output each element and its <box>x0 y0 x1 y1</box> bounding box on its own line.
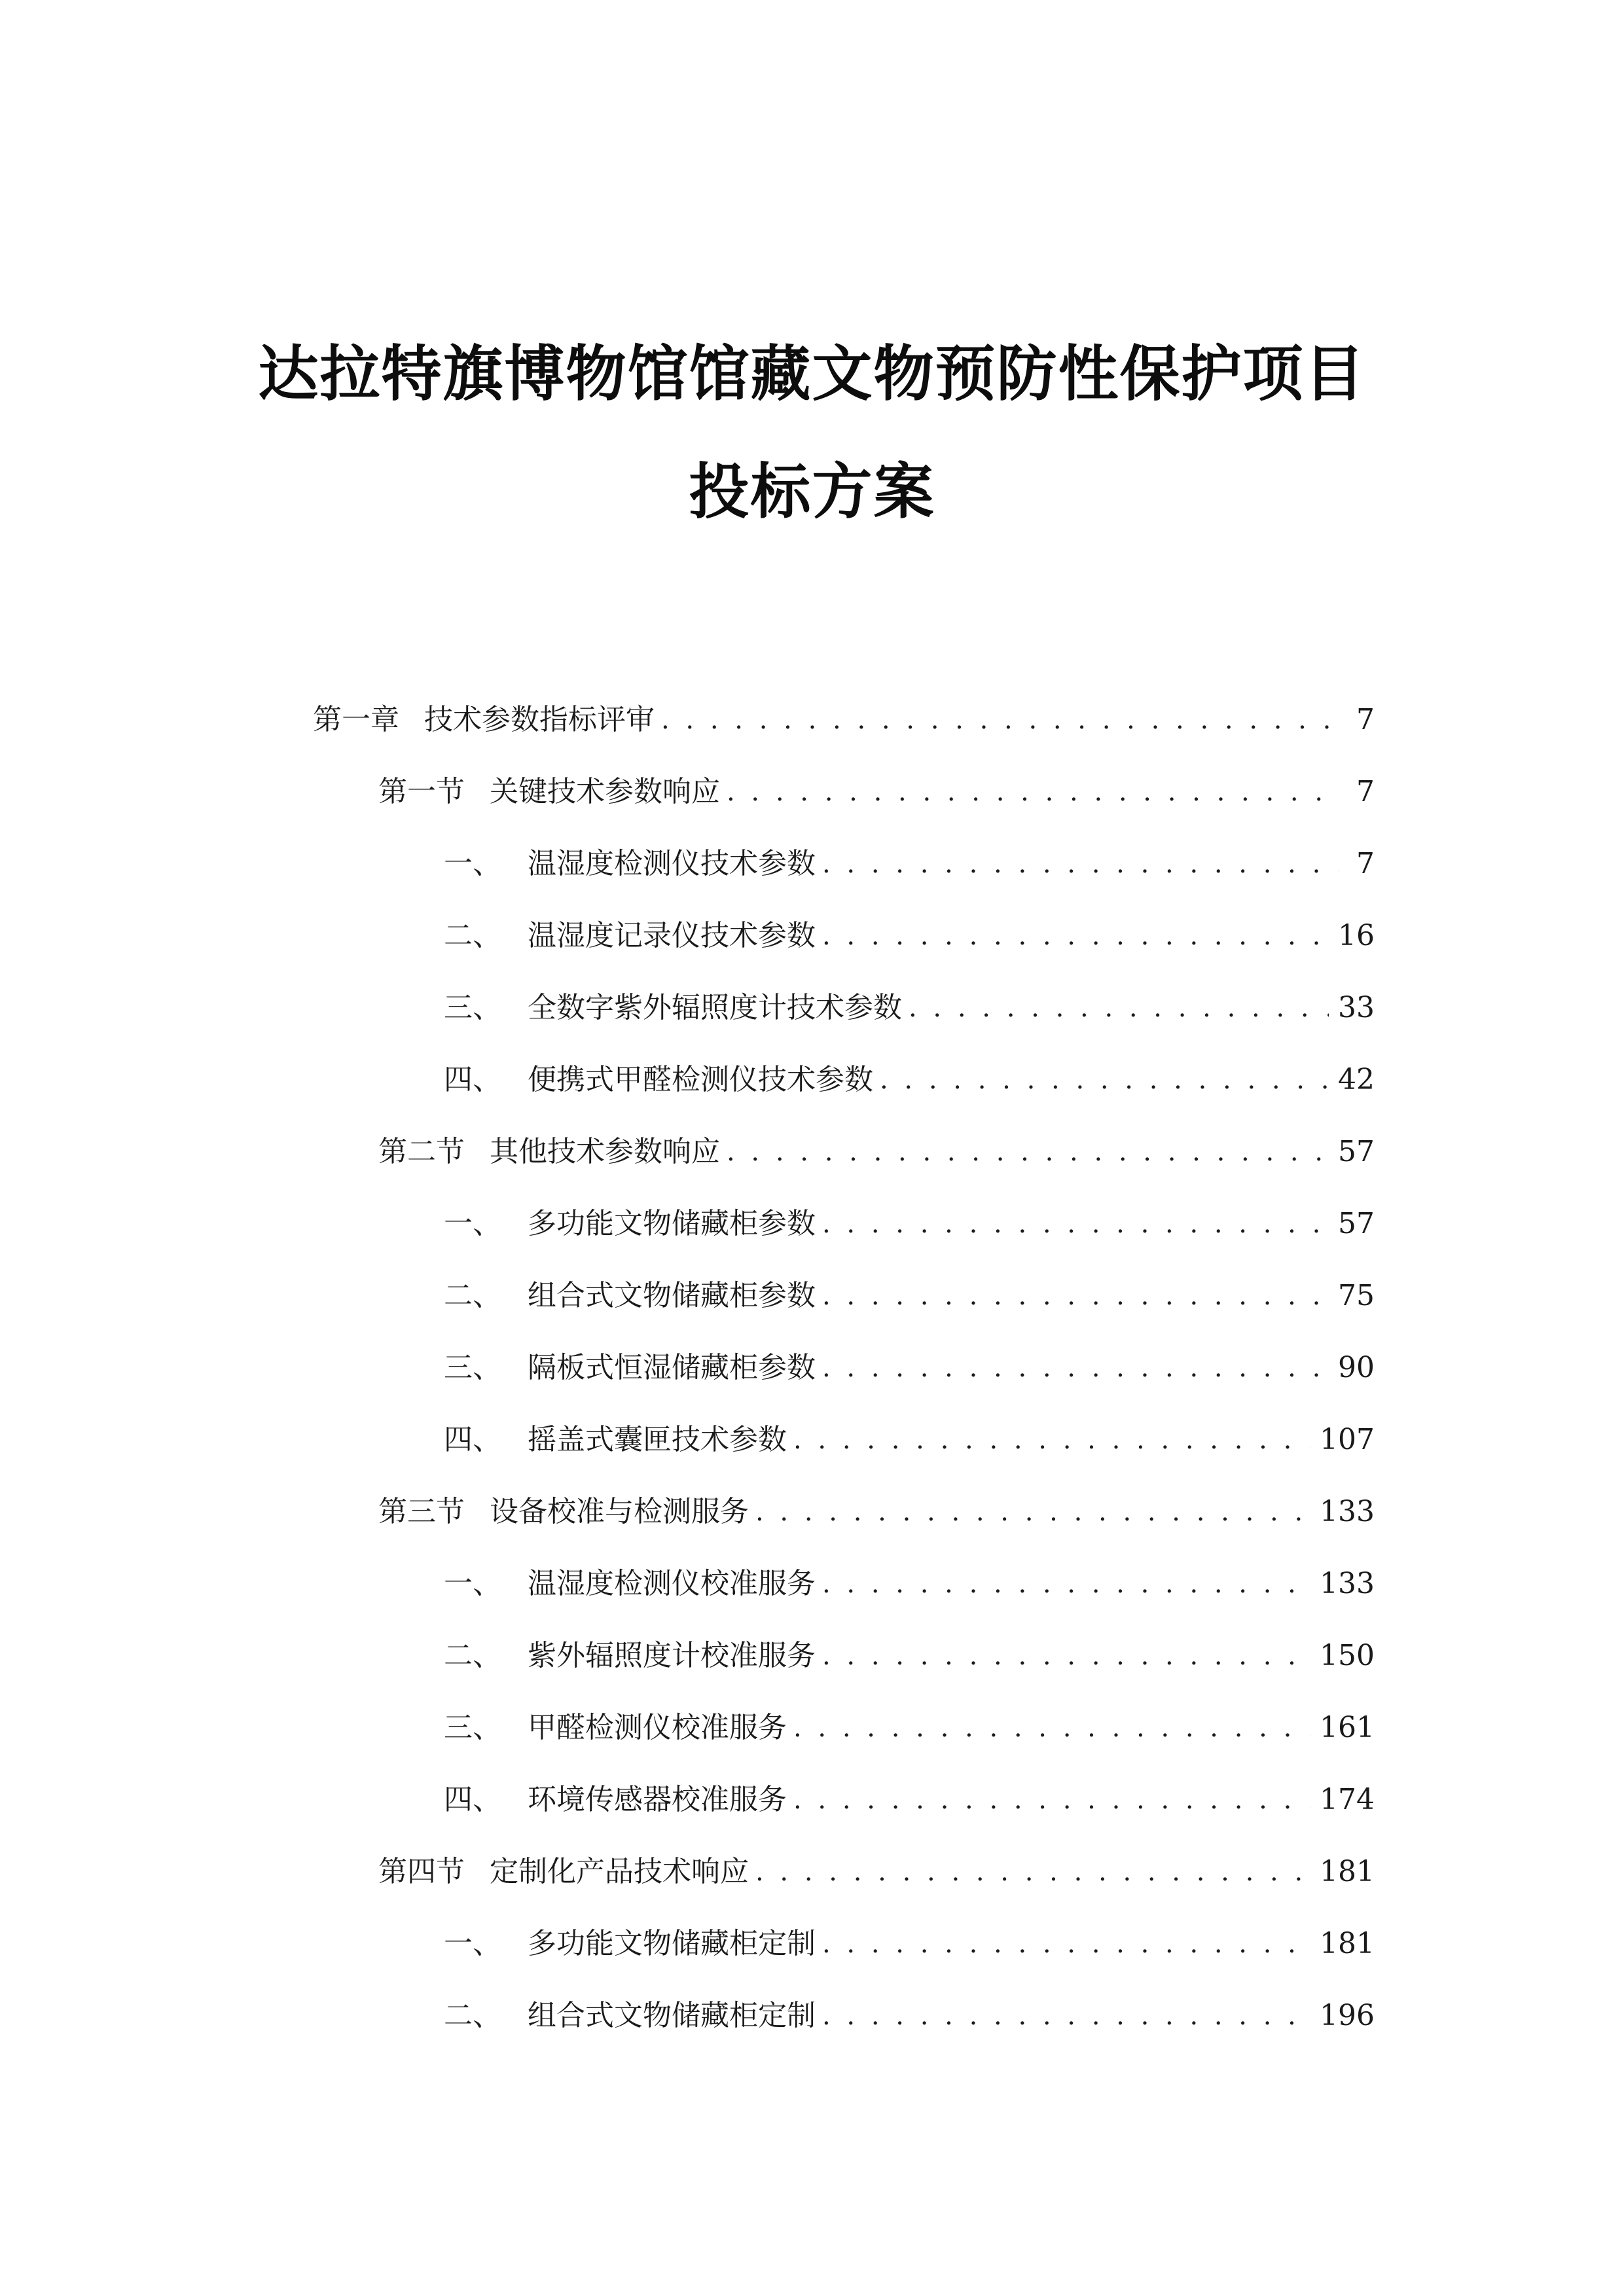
toc-dot-leader <box>661 700 1339 740</box>
toc-entry-page: 57 <box>1338 1135 1375 1168</box>
toc-dot-leader <box>755 1852 1310 1892</box>
toc-entry-section-1[interactable] <box>378 772 1375 812</box>
toc-entry-item[interactable] <box>444 1060 1375 1100</box>
toc-entry-number: 第四节 <box>378 1855 465 1888</box>
toc-dot-leader <box>909 988 1329 1028</box>
toc-entry-number: 二、 <box>444 1279 501 1312</box>
toc-dot-leader <box>822 1564 1310 1604</box>
toc-entry-title: 甲醛检测仪校准服务 <box>528 1711 787 1744</box>
toc-entry-number: 四、 <box>444 1423 501 1456</box>
toc-dot-leader <box>822 1924 1310 1964</box>
toc-entry-title: 设备校准与检测服务 <box>490 1495 749 1528</box>
toc-entry-title: 环境传感器校准服务 <box>528 1783 787 1816</box>
toc-entry-item[interactable] <box>444 1636 1375 1676</box>
toc-entry-item[interactable] <box>444 1348 1375 1388</box>
toc-entry-page: 42 <box>1338 1063 1375 1096</box>
toc-entry-item[interactable] <box>444 1564 1375 1604</box>
toc-entry-title: 组合式文物储藏柜参数 <box>528 1279 816 1312</box>
toc-dot-leader <box>822 1636 1310 1676</box>
toc-entry-page: 133 <box>1320 1567 1375 1600</box>
toc-entry-item[interactable] <box>444 1204 1375 1244</box>
toc-entry-section-4[interactable] <box>378 1852 1375 1892</box>
toc-entry-title: 组合式文物储藏柜定制 <box>528 1999 816 2032</box>
toc-entry-page: 75 <box>1338 1279 1375 1312</box>
toc-entry-number: 二、 <box>444 919 501 952</box>
toc-entry-title: 关键技术参数响应 <box>490 775 720 808</box>
toc-entry-page: 174 <box>1320 1783 1375 1816</box>
toc-dot-leader <box>793 1420 1310 1460</box>
toc-entry-item[interactable] <box>444 1996 1375 2036</box>
toc-entry-number: 一、 <box>444 1927 501 1960</box>
toc-entry-number: 二、 <box>444 1999 501 2032</box>
toc-dot-leader <box>880 1060 1329 1100</box>
toc-entry-page: 7 <box>1356 847 1375 880</box>
toc-entry-page: 196 <box>1320 1999 1375 2032</box>
toc-entry-page: 150 <box>1320 1639 1375 1672</box>
toc-entry-page: 7 <box>1356 775 1375 808</box>
toc-entry-page: 133 <box>1320 1495 1375 1528</box>
toc-entry-number: 三、 <box>444 1351 501 1384</box>
toc-entry-page: 161 <box>1320 1711 1375 1744</box>
toc-entry-page: 107 <box>1320 1423 1375 1456</box>
toc-entry-page: 181 <box>1320 1855 1375 1888</box>
toc-entry-number: 三、 <box>444 991 501 1024</box>
toc-dot-leader <box>822 916 1329 956</box>
toc-entry-title: 温湿度检测仪校准服务 <box>528 1567 816 1600</box>
toc-dot-leader <box>822 1996 1310 2036</box>
toc-entry-title: 技术参数指标评审 <box>424 703 655 736</box>
toc-entry-number: 一、 <box>444 847 501 880</box>
toc-entry-title: 定制化产品技术响应 <box>490 1855 749 1888</box>
toc-entry-number: 第三节 <box>378 1495 465 1528</box>
toc-entry-page: 57 <box>1338 1207 1375 1240</box>
toc-entry-page: 90 <box>1338 1351 1375 1384</box>
toc-entry-number: 二、 <box>444 1639 501 1672</box>
toc-dot-leader <box>793 1780 1310 1820</box>
toc-dot-leader <box>793 1708 1310 1748</box>
document-title-line-2: 投标方案 <box>689 457 935 527</box>
toc-entry-number: 第一节 <box>378 775 465 808</box>
toc-entry-number: 一、 <box>444 1207 501 1240</box>
toc-dot-leader <box>727 1132 1329 1172</box>
toc-entry-number: 第一章 <box>313 703 399 736</box>
toc-entry-title: 全数字紫外辐照度计技术参数 <box>528 991 902 1024</box>
toc-entry-title: 多功能文物储藏柜定制 <box>528 1927 816 1960</box>
document-title-line-1: 达拉特旗博物馆馆藏文物预防性保护项目 <box>258 339 1366 409</box>
toc-entry-title: 便携式甲醛检测仪技术参数 <box>528 1063 873 1096</box>
toc-entry-item[interactable] <box>444 1924 1375 1964</box>
toc-dot-leader <box>822 1348 1329 1388</box>
toc-entry-number: 一、 <box>444 1567 501 1600</box>
toc-entry-number: 三、 <box>444 1711 501 1744</box>
toc-entry-item[interactable] <box>444 1276 1375 1316</box>
toc-entry-title: 隔板式恒湿储藏柜参数 <box>528 1351 816 1384</box>
toc-entry-item[interactable] <box>444 1780 1375 1820</box>
toc-entry-title: 摇盖式囊匣技术参数 <box>528 1423 787 1456</box>
toc-entry-title: 温湿度检测仪技术参数 <box>528 847 816 880</box>
toc-entry-page: 16 <box>1338 919 1375 952</box>
toc-dot-leader <box>822 1204 1329 1244</box>
toc-entry-page: 181 <box>1320 1927 1375 1960</box>
toc-entry-section-2[interactable] <box>378 1132 1375 1172</box>
toc-entry-chapter-1[interactable] <box>313 700 1375 740</box>
toc-entry-item[interactable] <box>444 916 1375 956</box>
toc-dot-leader <box>822 844 1339 884</box>
toc-entry-item[interactable] <box>444 1420 1375 1460</box>
toc-dot-leader <box>727 772 1339 812</box>
toc-entry-title: 多功能文物储藏柜参数 <box>528 1207 816 1240</box>
toc-dot-leader <box>755 1492 1310 1532</box>
toc-entry-item[interactable] <box>444 844 1375 884</box>
toc-entry-title: 温湿度记录仪技术参数 <box>528 919 816 952</box>
toc-dot-leader <box>822 1276 1329 1316</box>
toc-entry-page: 7 <box>1356 703 1375 736</box>
toc-entry-number: 四、 <box>444 1783 501 1816</box>
toc-entry-item[interactable] <box>444 988 1375 1028</box>
toc-entry-page: 33 <box>1338 991 1375 1024</box>
toc-entry-number: 四、 <box>444 1063 501 1096</box>
toc-entry-item[interactable] <box>444 1708 1375 1748</box>
toc-entry-section-3[interactable] <box>378 1492 1375 1532</box>
toc-entry-title: 紫外辐照度计校准服务 <box>528 1639 816 1672</box>
toc-entry-title: 其他技术参数响应 <box>490 1135 720 1168</box>
toc-entry-number: 第二节 <box>378 1135 465 1168</box>
